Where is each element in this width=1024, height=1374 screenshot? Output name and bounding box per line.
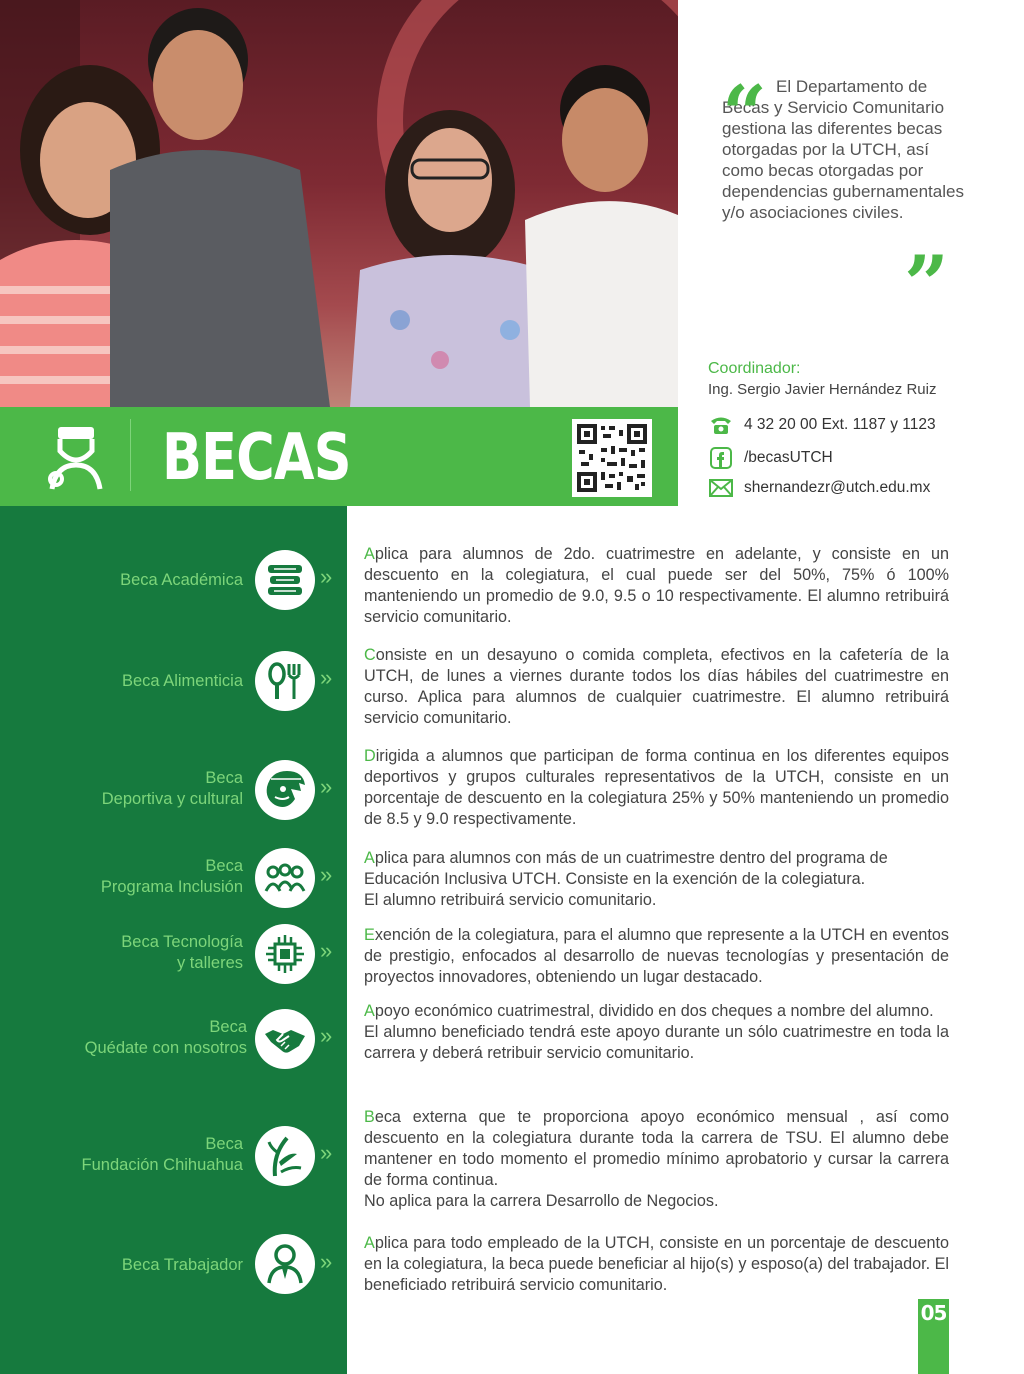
email-contact[interactable] — [708, 477, 930, 499]
cutlery-icon — [255, 651, 315, 711]
description-tecnologia-talleres — [364, 925, 949, 988]
first-letter: A — [364, 1002, 375, 1020]
chevron-icon: » — [320, 1140, 327, 1165]
qr-code[interactable] — [572, 419, 652, 497]
description-text: plica para alumnos de 2do. cuatrimestre en adelante, y consiste en un descuento en la colegiatura, el cual puede ser del 50%, 75% ó 100% manteniendo un promedio de 9.0, 9.5 o 10 respectivamente. El alumno retribuirá servicio comunitario. — [364, 545, 949, 626]
warrior-mascot-icon — [255, 760, 315, 820]
email-address: shernandezr@utch.edu.mx — [744, 479, 931, 496]
description-text: eca externa que te proporciona apoyo económico mensual , así como descuento en la colegiatura durante toda la carrera de TSU. El alumno debe mantener en todo momento el promedio mínimo aprobatorio y cursar la carrera de forma continua. No aplica para la carrera Desarrollo de Negocios. — [364, 1108, 949, 1210]
phone-icon — [708, 414, 734, 436]
qr-code-graphic — [577, 424, 647, 492]
scholarship-label: Beca Académica — [120, 571, 243, 589]
close-quote-mark: ” — [904, 239, 949, 330]
description-text: onsiste en un desayuno o comida completa, efectivos en la cafetería de la UTCH, de lunes a viernes durante todos los días hábiles del cuatrimestre en curso. Aplica para alumnos de cualquier cuatrimestre. El alumno retribuirá servicio comunitario. — [364, 646, 949, 727]
description-fundacion-chihuahua — [364, 1107, 949, 1212]
scholarship-label: Beca Fundación Chihuahua — [81, 1135, 243, 1174]
description-quedate — [364, 1001, 949, 1064]
description-text: irigida a alumnos que participan de forma continua en los diferentes equipos deportivos y grupos culturales representativos de la UTCH, consiste en un porcentaje de descuento en la colegiatura 25% y 50% manteniendo un promedio de 8.5 y 9.0 respectivamente. — [364, 747, 949, 828]
coordinator-name: Ing. Sergio Javier Hernández Ruiz — [708, 381, 937, 398]
students-photo — [0, 0, 678, 407]
first-letter: A — [364, 849, 375, 867]
first-letter: A — [364, 545, 375, 563]
worker-icon — [255, 1234, 315, 1294]
open-quote-mark: “ — [722, 69, 767, 160]
chevron-icon: » — [320, 665, 327, 690]
scholarship-label: Beca Quédate con nosotros — [84, 1018, 247, 1057]
phone-number: 4 32 20 00 Ext. 1187 y 1123 — [744, 416, 936, 433]
email-icon — [708, 477, 734, 499]
first-letter: E — [364, 926, 375, 944]
chip-icon — [255, 924, 315, 984]
description-academica — [364, 544, 949, 628]
books-icon — [255, 550, 315, 610]
first-letter: D — [364, 747, 376, 765]
chevron-icon: » — [320, 862, 327, 887]
graduate-icon — [46, 425, 106, 496]
coordinator-label: Coordinador: — [708, 360, 801, 377]
group-people-icon — [255, 848, 315, 908]
description-deportiva-cultural — [364, 746, 949, 830]
scholarship-label: Beca Alimenticia — [121, 672, 243, 690]
description-text: plica para alumnos con más de un cuatrimestre dentro del programa de Educación Inclusiva UTCH. Consiste en la exención de la colegiatura. El alumno retribuirá servicio comunitario. — [364, 849, 888, 909]
banner-title: BECAS — [162, 421, 351, 495]
scholarship-label: Beca Tecnología y talleres — [121, 933, 243, 972]
handshake-icon — [255, 1009, 315, 1069]
chevron-icon: » — [320, 938, 327, 963]
facebook-handle: /becasUTCH — [744, 449, 833, 466]
department-quote — [722, 69, 972, 330]
scholarship-label: Beca Trabajador — [121, 1256, 243, 1274]
facebook-icon — [708, 447, 734, 469]
plant-logo-icon — [255, 1126, 315, 1186]
description-programa-inclusion — [364, 848, 949, 911]
first-letter: A — [364, 1234, 375, 1252]
description-alimenticia — [364, 645, 949, 729]
photo-illustration — [0, 0, 678, 407]
description-trabajador — [364, 1233, 949, 1296]
description-text: plica para todo empleado de la UTCH, consiste en un porcentaje de descuento en la colegiatura, la beca puede beneficiar al hijo(s) y esposo(a) del trabajador. El beneficiado retribuirá servicio comunitario. — [364, 1234, 949, 1294]
page-number: 05 — [918, 1299, 949, 1374]
first-letter: B — [364, 1108, 375, 1126]
quote-text: El Departamento de Becas y Servicio Comunitario gestiona las diferentes becas otorgadas por la UTCH, así como becas otorgadas por dependencias gubernamentales y/o asociaciones civiles. — [722, 77, 964, 222]
description-text: poyo económico cuatrimestral, dividido en dos cheques a nombre del alumno. El alumno beneficiado tendrá este apoyo durante un sólo cuatrimestre en toda la carrera y deberá retribuir servicio comunitario. — [364, 1002, 949, 1062]
description-text: xención de la colegiatura, para el alumno que represente a la UTCH en eventos de prestigio, enfocados al desarrollo de nuevas tecnologías y presentación de proyectos innovadores, obteniendo un lugar destacado. — [364, 926, 949, 986]
chevron-icon: » — [320, 564, 327, 589]
chevron-icon: » — [320, 1023, 327, 1048]
phone-contact — [708, 414, 936, 436]
banner-divider — [130, 419, 131, 491]
scholarship-label: Beca Programa Inclusión — [100, 857, 243, 896]
first-letter: C — [364, 646, 376, 664]
facebook-contact[interactable] — [708, 447, 833, 469]
scholarship-label: Beca Deportiva y cultural — [101, 769, 243, 808]
chevron-icon: » — [320, 1249, 327, 1274]
chevron-icon: » — [320, 774, 327, 799]
